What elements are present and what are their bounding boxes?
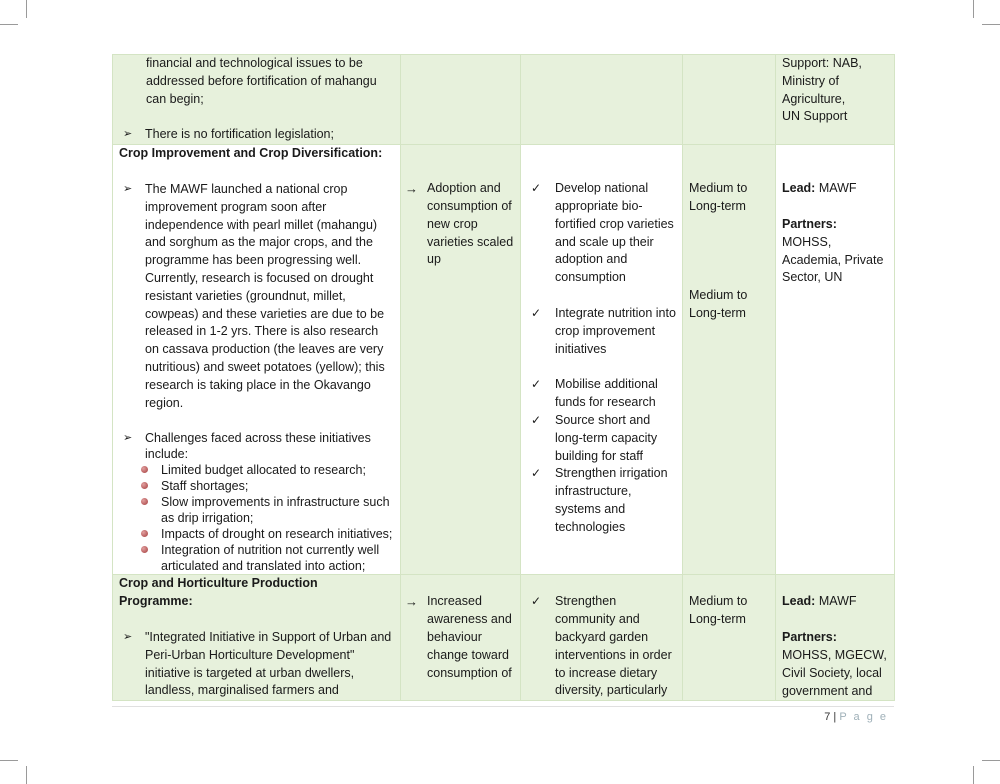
checkmark-icon: ✓ [531,305,542,320]
round-bullet-icon [141,498,148,505]
context-cell [113,575,401,701]
context-bullet: ➢ The MAWF launched a national crop improvement program soon after independence with pearl millet (mahangu) and sorghum as the major crops, and the programme has been progressing well. Currently, research is focused on drought resistant varieties (groundnut, millet, cowpeas) and these varieties are due to be released in 1-2 yrs. There is also research on cassava production (the leaves are very nutritious) and sweet potatoes (yellow); this research is taking place in the Okavango region. [123,181,385,410]
nutrition-action-table [112,54,895,701]
right-arrow-icon: → [405,181,418,197]
footer-rule [112,706,894,707]
action-cell [521,55,683,145]
crop-mark [0,760,18,761]
context-cell [113,145,401,575]
section-heading: Crop Improvement and Crop Diversification: [119,146,383,161]
context-line: financial and technological issues to be [146,56,363,70]
partners-cell [776,145,895,575]
outcome-cell [401,575,521,701]
right-arrow-icon: → [405,594,418,610]
round-bullet-icon [141,546,148,553]
crop-mark [982,760,1000,761]
partners-cell [776,55,895,145]
table-row-continued [113,55,895,145]
context-bullet: ➢ There is no fortification legislation; [145,126,394,144]
outcome-cell [401,55,521,145]
table-row-horticulture [113,575,895,701]
page-label: P a g e [839,711,888,723]
action-item: ✓ Strengthen community and backyard garden interventions in order to increase dietary diversity, particularly [531,594,672,698]
outcome-text: → Adoption and consumption of new crop varieties scaled up [405,181,514,267]
context-bullet: ➢ Challenges faced across these initiatives include: [123,431,371,462]
table-row-crop-improvement [113,145,895,575]
section-heading: Crop and Horticulture Production Programme: [119,576,318,609]
arrow-bullet-icon: ➢ [123,630,133,643]
page-number: 7 [824,711,831,723]
action-cell [521,145,683,575]
challenge-item: Integration of nutrition not currently well articulated and translated into action; [161,542,394,574]
outcome-cell [401,145,521,575]
timeframe-text: Medium to Long-term [689,594,748,627]
context-line: can begin; [146,91,204,106]
partners-cell [776,575,895,701]
page-footer [824,711,888,723]
outcome-text: → Increased awareness and behaviour change toward consumption of [405,594,512,680]
checkmark-icon: ✓ [531,466,542,481]
timeframe-cell [683,55,776,145]
challenge-item: Staff shortages; [161,478,394,494]
timeframe-cell [683,575,776,701]
action-item: ✓ Integrate nutrition into crop improvement initiatives [531,305,676,356]
checkmark-icon: ✓ [531,377,542,392]
arrow-bullet-icon: ➢ [123,432,133,445]
crop-mark [0,24,18,25]
timeframe-text: Medium to Long-term [689,287,748,320]
challenge-item: Impacts of drought on research initiatives; [161,526,394,542]
action-item: ✓ Strengthen irrigation infrastructure, systems and technologies [531,466,668,534]
challenge-item: Limited budget allocated to research; [161,462,394,478]
context-line: addressed before fortification of mahangu [146,73,377,88]
action-cell [521,575,683,701]
partners-line: UN Support [782,109,848,124]
partners-line: Partners: MOHSS, MGECW, Civil Society, local government and [782,630,887,698]
crop-mark [973,766,974,784]
context-bullet: ➢ "Integrated Initiative in Support of Urban and Peri-Urban Horticulture Development" initiative is targeted at urban dwellers, landless, marginalised farmers and [123,629,392,698]
lead-line: Lead: MAWF [782,594,857,609]
context-cell [113,55,401,145]
round-bullet-icon [141,530,148,537]
action-item: ✓ Mobilise additional funds for research [531,377,658,410]
arrow-bullet-icon: ➢ [123,128,133,141]
footer-separator: | [833,711,837,723]
partners-line: Partners: MOHSS, Academia, Private Sector, UN [782,216,884,285]
partners-line: Agriculture, [782,91,846,106]
crop-mark [982,24,1000,25]
round-bullet-icon [141,466,148,473]
checkmark-icon: ✓ [531,594,542,609]
round-bullet-icon [141,482,148,489]
timeframe-text: Medium to Long-term [689,181,748,213]
checkmark-icon: ✓ [531,181,542,196]
partners-line: Support: NAB, [782,56,862,70]
checkmark-icon: ✓ [531,412,542,427]
crop-mark [26,766,27,784]
crop-mark [26,0,27,18]
action-item: ✓ Develop national appropriate bio-fortified crop varieties and scale up their adoption and consumption [531,181,674,285]
arrow-bullet-icon: ➢ [123,182,133,195]
action-item: ✓ Source short and long-term capacity building for staff [531,412,658,463]
lead-line: Lead: MAWF [782,181,857,196]
challenge-item: Slow improvements in infrastructure such as drip irrigation; [161,494,394,526]
partners-line: Ministry of [782,73,839,88]
timeframe-cell [683,145,776,575]
crop-mark [973,0,974,18]
